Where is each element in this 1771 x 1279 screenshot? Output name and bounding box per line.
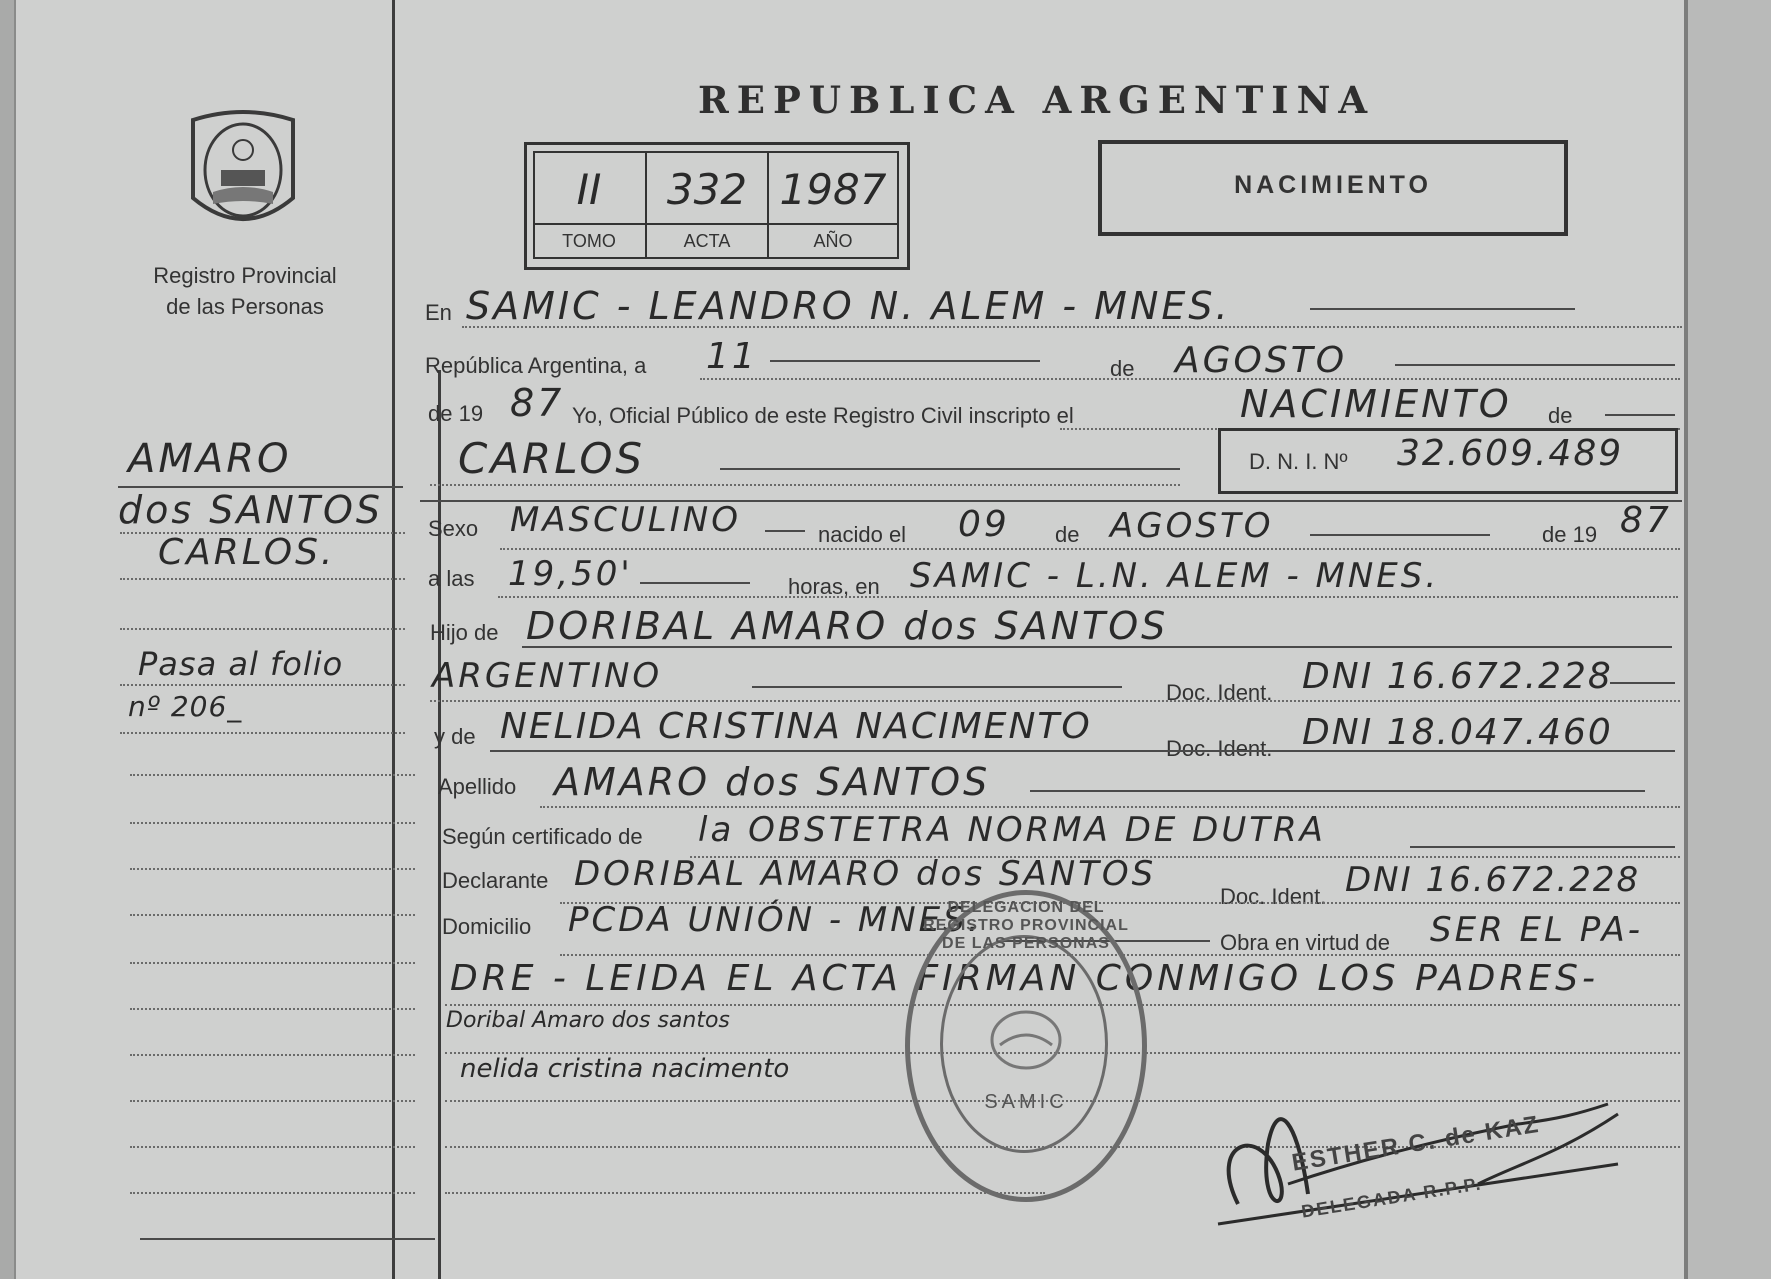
acta-label: ACTA: [683, 231, 731, 251]
official-name-stamp: ESTHER C. de KAZ: [1290, 1110, 1542, 1177]
tomo-label: TOMO: [562, 231, 616, 251]
act-value: NACIMIENTO: [1240, 382, 1512, 426]
day-value: 11: [706, 336, 758, 377]
father-name-value: DORIBAL AMARO dos SANTOS: [526, 604, 1169, 648]
stamp-inner-text: SAMIC: [984, 1091, 1068, 1113]
apellido-rule: [1030, 790, 1645, 792]
dni-label: D. N. I. Nº: [1249, 449, 1348, 474]
father-nationality: ARGENTINO: [432, 656, 663, 696]
continuation-line: DRE - LEIDA EL ACTA FIRMAN CONMIGO LOS PADRES-: [450, 958, 1599, 999]
en-dotted: [462, 326, 1682, 328]
en-rule: [1310, 308, 1575, 310]
act-de-label: de: [1548, 403, 1573, 428]
act-type-box: [1098, 140, 1568, 236]
month-de-label: de: [1110, 356, 1135, 381]
provincial-seal-icon: [183, 108, 303, 238]
father-doc-label: Doc. Ident.: [1166, 680, 1273, 705]
birth-year-label: de 19: [1542, 522, 1598, 547]
page-left-edge: [0, 0, 16, 1279]
page-right-edge: [1688, 0, 1771, 1279]
sexo-label: Sexo: [428, 516, 479, 541]
birth-day-value: 09: [958, 504, 1010, 545]
segun-label: Según certificado de: [442, 824, 643, 849]
mother-signature: nelida cristina nacimento: [460, 1054, 790, 1084]
margin-dotted-line: [120, 684, 405, 686]
place-value: SAMIC - L.N. ALEM - MNES.: [910, 556, 1440, 596]
margin-dotted-line: [130, 962, 415, 964]
yde-label: y de: [434, 724, 476, 749]
sexo-value: MASCULINO: [510, 500, 741, 540]
month-rule: [1395, 364, 1675, 366]
birth-month-rule: [1310, 534, 1490, 536]
margin-dotted-line: [130, 774, 415, 776]
en-value: SAMIC - LEANDRO N. ALEM - MNES.: [466, 284, 1231, 328]
tomo-value: II: [576, 165, 602, 214]
horas-label: horas, en: [788, 574, 880, 599]
act-type-label: NACIMIENTO: [1234, 171, 1432, 199]
father-rule: [522, 646, 1672, 648]
birth-month-value: AGOSTO: [1110, 506, 1274, 546]
nat-rule: [752, 686, 1122, 688]
segun-value: la OBSTETRA NORMA DE DUTRA: [698, 810, 1326, 850]
name-rule: [720, 468, 1180, 470]
sexo-dotted: [500, 548, 1680, 550]
father-signature: Doribal Amaro dos santos: [446, 1008, 730, 1033]
alas-dotted: [498, 596, 1678, 598]
alas-label: a las: [428, 566, 475, 591]
margin-dotted-line: [130, 1192, 415, 1194]
oficial-text: Yo, Oficial Público de este Registro Civil inscripto el: [572, 403, 1074, 428]
left-column-rule-outer: [392, 0, 395, 1279]
declarante-doc-value: DNI 16.672.228: [1345, 860, 1641, 900]
margin-given-name: CARLOS.: [158, 532, 336, 573]
registry-name: [135, 260, 355, 322]
apellido-dotted: [540, 806, 1680, 808]
margin-dotted-line: [120, 732, 405, 734]
margin-bottom-rule: [140, 1238, 435, 1240]
apellido-label: Apellido: [438, 774, 517, 799]
tomo-cell: [533, 165, 645, 225]
margin-dotted-line: [130, 822, 415, 824]
en-label: En: [425, 300, 452, 325]
father-doc-value: DNI 16.672.228: [1302, 656, 1613, 697]
stamp-outer-text: DELEGACION DEL REGISTRO PROVINCIAL DE LAS PERSONAS: [923, 899, 1129, 952]
year-prefix-label: de 19: [428, 401, 484, 426]
declarante-value: DORIBAL AMARO dos SANTOS: [574, 854, 1157, 894]
official-signature-scribble: [1198, 1084, 1638, 1234]
margin-note-2: nº 206_: [128, 690, 243, 723]
domicilio-label: Domicilio: [442, 914, 532, 939]
time-rule: [640, 582, 750, 584]
registry-line-2: de las Personas: [166, 294, 324, 319]
mother-doc-label: Doc. Ident.: [1166, 736, 1273, 761]
margin-dotted-line: [130, 1054, 415, 1056]
birth-year-value: 87: [1620, 500, 1672, 541]
dni-value: 32.609.489: [1397, 433, 1624, 474]
margin-dotted-line: [130, 868, 415, 870]
child-name-value: CARLOS: [458, 434, 646, 483]
mother-rule: [490, 750, 1675, 752]
sexo-rule: [765, 530, 805, 532]
margin-surname-1: AMARO: [128, 436, 292, 482]
nat-dotted: [430, 700, 1680, 702]
anio-label: AÑO: [813, 231, 853, 251]
mother-doc-value: DNI 18.047.460: [1302, 712, 1613, 753]
time-value: 19,50': [508, 554, 633, 594]
name-dotted: [430, 484, 1180, 486]
mother-name-value: NELIDA CRISTINA NACIMENTO: [500, 706, 1092, 747]
left-column-rule-inner: [438, 370, 441, 1279]
hijo-label: Hijo de: [430, 620, 499, 645]
month-value: AGOSTO: [1175, 340, 1348, 381]
republica-dotted: [700, 378, 1680, 380]
acta-value: 332: [666, 165, 748, 214]
record-number-box: [524, 142, 910, 270]
dni-box: [1218, 428, 1678, 494]
margin-dotted-line: [130, 1146, 415, 1148]
anio-cell: [769, 165, 897, 225]
apellido-value: AMARO dos SANTOS: [554, 760, 991, 804]
sig-dotted: [445, 1192, 1045, 1194]
segun-rule: [1410, 846, 1675, 848]
anio-value: 1987: [779, 165, 887, 214]
father-doc-rule: [1610, 682, 1675, 684]
year-value: 87: [510, 381, 565, 425]
official-role-stamp: DELEGADA R.P.P.: [1300, 1173, 1484, 1222]
margin-note-1: Pasa al folio: [138, 645, 344, 683]
stamp-emblem-icon: [986, 1005, 1066, 1075]
margin-dotted-line: [130, 914, 415, 916]
obra-label: Obra en virtud de: [1220, 930, 1390, 955]
acta-cell: [647, 165, 767, 225]
birth-de-label: de: [1055, 522, 1080, 547]
declarante-label: Declarante: [442, 868, 549, 893]
declarante-doc-label: Doc. Ident.: [1220, 884, 1327, 909]
nacido-label: nacido el: [818, 522, 907, 547]
margin-dotted-line: [130, 1100, 415, 1102]
republica-label: República Argentina, a: [425, 353, 647, 378]
margin-dotted-line: [120, 628, 405, 630]
margin-surname-2: dos SANTOS: [118, 488, 384, 532]
registry-line-1: Registro Provincial: [153, 263, 337, 288]
official-stamp: [905, 890, 1147, 1202]
margin-dotted-line: [120, 578, 405, 580]
domicilio-value: PCDA UNIÓN - MNES.: [568, 900, 982, 940]
act-rule: [1605, 414, 1675, 416]
country-title: REPUBLICA ARGENTINA: [698, 78, 1376, 122]
day-rule: [770, 360, 1040, 362]
margin-dotted-line: [130, 1008, 415, 1010]
obra-value: SER EL PA-: [1430, 910, 1644, 950]
